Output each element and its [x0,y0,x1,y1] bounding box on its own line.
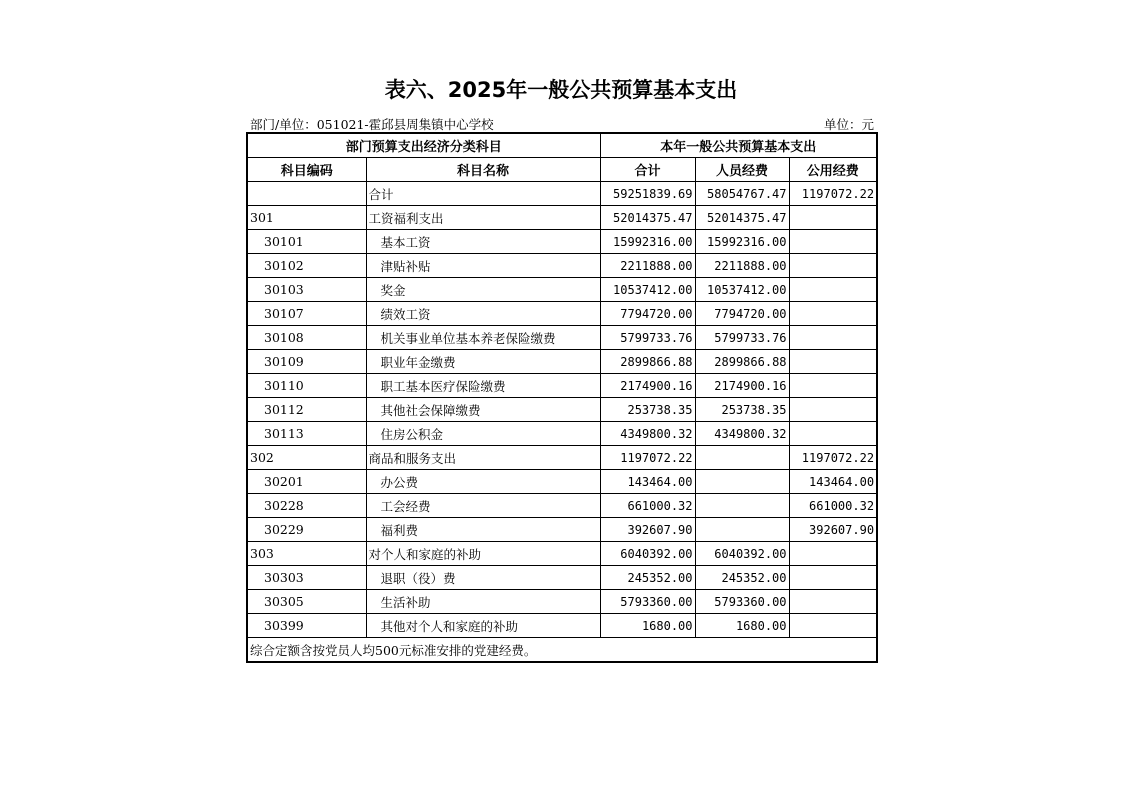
subject-code-cell: 30229 [247,518,366,542]
total-cell: 52014375.47 [600,206,695,230]
public-cost-cell [789,230,877,254]
subject-code-cell [247,182,366,206]
total-cell: 4349800.32 [600,422,695,446]
personnel-cost-cell: 52014375.47 [695,206,789,230]
public-cost-cell [789,398,877,422]
public-cost-cell [789,350,877,374]
table-row [247,422,877,446]
total-cell: 2174900.16 [600,374,695,398]
total-cell: 59251839.69 [600,182,695,206]
personnel-cost-cell [695,494,789,518]
personnel-cost-cell: 15992316.00 [695,230,789,254]
subject-code-cell: 30303 [247,566,366,590]
subject-name-cell: 其他社会保障缴费 [366,398,600,422]
public-cost-cell [789,422,877,446]
table-row [247,278,877,302]
total-cell: 10537412.00 [600,278,695,302]
personnel-cost-cell: 5799733.76 [695,326,789,350]
header-total: 合计 [600,158,695,182]
subject-code-cell: 30399 [247,614,366,638]
page-title: 表六、2025年一般公共预算基本支出 [384,78,738,102]
table-row [247,518,877,542]
header-subject-name: 科目名称 [366,158,600,182]
public-cost-cell [789,614,877,638]
total-cell: 7794720.00 [600,302,695,326]
table-row [247,182,877,206]
subject-code-cell: 30305 [247,590,366,614]
header-group-classification: 部门预算支出经济分类科目 [247,133,600,158]
public-cost-cell [789,326,877,350]
total-cell: 5799733.76 [600,326,695,350]
subject-code-cell: 30107 [247,302,366,326]
subject-name-cell: 工资福利支出 [366,206,600,230]
header-subject-code: 科目编码 [247,158,366,182]
table-row [247,230,877,254]
table-row [247,614,877,638]
header-personnel-cost: 人员经费 [695,158,789,182]
subject-name-cell: 商品和服务支出 [366,446,600,470]
public-cost-cell [789,374,877,398]
table-row [247,254,877,278]
subject-name-cell: 职工基本医疗保险缴费 [366,374,600,398]
subject-name-cell: 生活补助 [366,590,600,614]
budget-table-body [247,182,877,638]
public-cost-cell [789,206,877,230]
subject-code-cell: 303 [247,542,366,566]
public-cost-cell: 392607.90 [789,518,877,542]
subject-code-cell: 30102 [247,254,366,278]
subject-code-cell: 301 [247,206,366,230]
personnel-cost-cell: 2899866.88 [695,350,789,374]
total-cell: 392607.90 [600,518,695,542]
public-cost-cell [789,302,877,326]
department-unit-label: 部门/单位：051021-霍邱县周集镇中心学校 [250,117,494,132]
table-row [247,206,877,230]
subject-code-cell: 30109 [247,350,366,374]
table-row [247,374,877,398]
public-cost-cell [789,278,877,302]
public-cost-cell [789,566,877,590]
header-group-basic-expenditure: 本年一般公共预算基本支出 [600,133,877,158]
subject-name-cell: 基本工资 [366,230,600,254]
total-cell: 253738.35 [600,398,695,422]
total-cell: 6040392.00 [600,542,695,566]
public-cost-cell: 1197072.22 [789,182,877,206]
subject-name-cell: 住房公积金 [366,422,600,446]
subject-name-cell: 福利费 [366,518,600,542]
total-cell: 5793360.00 [600,590,695,614]
personnel-cost-cell: 245352.00 [695,566,789,590]
total-cell: 1197072.22 [600,446,695,470]
public-cost-cell: 143464.00 [789,470,877,494]
total-cell: 15992316.00 [600,230,695,254]
subject-code-cell: 30201 [247,470,366,494]
subject-name-cell: 工会经费 [366,494,600,518]
total-cell: 245352.00 [600,566,695,590]
total-cell: 1680.00 [600,614,695,638]
personnel-cost-cell: 1680.00 [695,614,789,638]
subject-name-cell: 对个人和家庭的补助 [366,542,600,566]
table-row [247,302,877,326]
personnel-cost-cell [695,470,789,494]
personnel-cost-cell: 7794720.00 [695,302,789,326]
table-row [247,398,877,422]
personnel-cost-cell [695,446,789,470]
subject-name-cell: 其他对个人和家庭的补助 [366,614,600,638]
public-cost-cell [789,254,877,278]
subject-name-cell: 机关事业单位基本养老保险缴费 [366,326,600,350]
header-column-row [247,158,877,182]
table-row [247,470,877,494]
table-row [247,590,877,614]
table-row [247,326,877,350]
public-cost-cell: 1197072.22 [789,446,877,470]
table-row [247,350,877,374]
personnel-cost-cell: 6040392.00 [695,542,789,566]
total-cell: 2211888.00 [600,254,695,278]
subject-code-cell: 30113 [247,422,366,446]
subject-name-cell: 办公费 [366,470,600,494]
table-row [247,494,877,518]
header-public-cost: 公用经费 [789,158,877,182]
subject-name-cell: 奖金 [366,278,600,302]
total-cell: 661000.32 [600,494,695,518]
subject-code-cell: 30101 [247,230,366,254]
subject-code-cell: 30112 [247,398,366,422]
total-cell: 2899866.88 [600,350,695,374]
note-row [247,638,877,663]
total-cell: 143464.00 [600,470,695,494]
subject-name-cell: 职业年金缴费 [366,350,600,374]
subject-name-cell: 津贴补贴 [366,254,600,278]
public-cost-cell [789,542,877,566]
header-group-row [247,133,877,158]
subject-name-cell: 绩效工资 [366,302,600,326]
budget-table [246,132,878,663]
table-row [247,446,877,470]
personnel-cost-cell: 253738.35 [695,398,789,422]
subject-code-cell: 302 [247,446,366,470]
public-cost-cell: 661000.32 [789,494,877,518]
personnel-cost-cell: 58054767.47 [695,182,789,206]
subject-code-cell: 30228 [247,494,366,518]
table-row [247,566,877,590]
subject-code-cell: 30103 [247,278,366,302]
personnel-cost-cell: 2174900.16 [695,374,789,398]
personnel-cost-cell [695,518,789,542]
currency-unit-label: 单位：元 [823,117,874,132]
personnel-cost-cell: 10537412.00 [695,278,789,302]
personnel-cost-cell: 5793360.00 [695,590,789,614]
subject-name-cell: 合计 [366,182,600,206]
personnel-cost-cell: 4349800.32 [695,422,789,446]
personnel-cost-cell: 2211888.00 [695,254,789,278]
footnote: 综合定额含按党员人均500元标准安排的党建经费。 [247,638,877,663]
table-row [247,542,877,566]
subject-code-cell: 30110 [247,374,366,398]
subject-code-cell: 30108 [247,326,366,350]
subject-name-cell: 退职（役）费 [366,566,600,590]
public-cost-cell [789,590,877,614]
